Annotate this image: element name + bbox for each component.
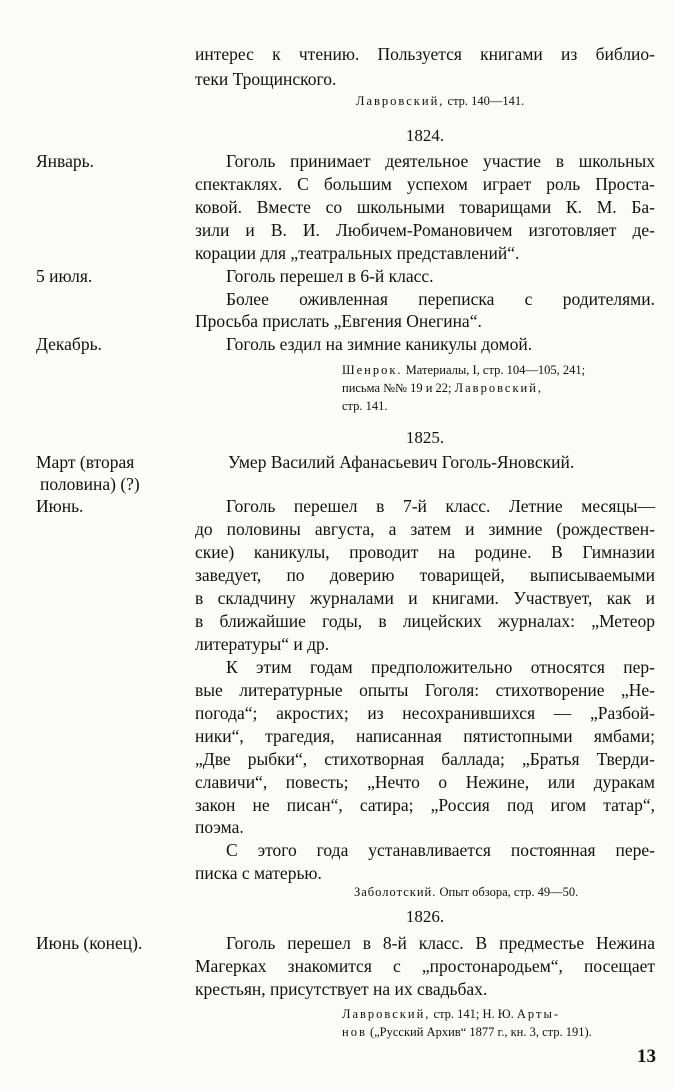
- date-label: Март (вторая: [36, 452, 135, 472]
- body-line: Умер Василий Афанасьевич Гоголь-Яновский.: [228, 452, 575, 472]
- date-label: 5 июля.: [36, 266, 93, 286]
- citation-text: письма №№ 19 и 22;: [342, 381, 452, 395]
- body-line: спектаклях. С большим успехом играет роль Проста-: [195, 174, 655, 194]
- body-line: в ближайшие годы, в лицейских журналах: „Метеор: [195, 611, 655, 631]
- citation-author: Лавровский,: [454, 381, 544, 395]
- body-line: Более оживленная переписка с родителями.: [226, 289, 655, 309]
- body-line: корации для „театральных представлений“.: [195, 243, 520, 263]
- date-label: Июнь.: [36, 496, 84, 516]
- page-number: 13: [637, 1046, 656, 1067]
- year-heading: 1824.: [405, 126, 445, 145]
- date-label: половина) (?): [40, 474, 140, 494]
- citation-author: Шенрок.: [342, 363, 403, 377]
- body-line: „Две рыбки“, стихотворная баллада; „Братья Тверди-: [195, 749, 655, 769]
- citation: [356, 92, 524, 110]
- body-line: ники“, трагедия, написанная пятистопными ямбами;: [195, 726, 655, 746]
- body-line: вые литературные опыты Гоголя: стихотворение „Не-: [195, 680, 655, 700]
- citation-text: стр. 141.: [342, 399, 388, 413]
- citation-author: Лавровский,: [342, 1007, 431, 1021]
- date-label: Июнь (конец).: [36, 933, 143, 953]
- body-line: Гоголь ездил на зимние каникулы домой.: [226, 334, 533, 354]
- body-line: Гоголь принимает деятельное участие в школьных: [226, 151, 655, 171]
- year-heading: 1826.: [405, 907, 445, 926]
- citation: [342, 1005, 655, 1041]
- body-line: литературы“ и др.: [195, 634, 330, 654]
- body-line: ские) каникулы, проводит на родине. В Гимназии: [195, 542, 655, 562]
- body-line: в складчину журналами и книгами. Участвует, как и: [195, 588, 655, 608]
- body-line: крестьян, присутствует на их свадьбах.: [195, 979, 488, 999]
- year-heading: 1825.: [405, 428, 445, 447]
- citation-author: Заболотский.: [354, 885, 437, 899]
- body-line: Гоголь перешел в 8-й класс. В предместье Нежина: [226, 933, 655, 953]
- citation-author: нов: [342, 1025, 367, 1039]
- citation-author: Арты-: [516, 1007, 561, 1021]
- body-line: заведует, по доверию товарищей, выписываемыми: [195, 565, 655, 585]
- body-line: зили и В. И. Любичем-Романовичем изготовляет де-: [195, 220, 655, 240]
- citation-text: стр. 141; Н. Ю.: [433, 1007, 514, 1021]
- citation-text: Материалы, I, стр. 104—105, 241;: [405, 363, 586, 377]
- body-line: до половины августа, а затем и зимние (рождествен-: [195, 519, 655, 539]
- body-line: закон не писан“, сатира; „Россия под игом татар“,: [195, 795, 655, 815]
- citation-author: Лавровский,: [356, 94, 445, 108]
- body-line: Просьба прислать „Евгения Онегина“.: [195, 311, 482, 331]
- body-line: Гоголь перешел в 7-й класс. Летние месяцы—: [226, 496, 655, 516]
- body-line: теки Трощинского.: [195, 69, 337, 89]
- body-line: ковой. Вместе со школьными товарищами К. М. Ба-: [195, 197, 655, 217]
- body-line: Магерках знакомится с „простонародьем“, посещает: [195, 956, 655, 976]
- date-label: Январь.: [36, 151, 94, 171]
- citation-text: („Русский Архив“ 1877 г., кн. 3, стр. 191).: [369, 1025, 592, 1039]
- citation-text: Опыт обзора, стр. 49—50.: [439, 885, 579, 899]
- citation: [354, 883, 578, 901]
- body-line: поэма.: [195, 817, 244, 837]
- body-line: погода“; акростих; из несохранившихся — „Разбой-: [195, 703, 655, 723]
- body-line: Гоголь перешел в 6-й класс.: [226, 266, 434, 286]
- body-line: К этим годам предположительно относятся пер-: [226, 657, 655, 677]
- date-label: Декабрь.: [36, 334, 102, 354]
- citation-text: стр. 140—141.: [447, 94, 525, 108]
- body-line: интерес к чтению. Пользуется книгами из библио-: [195, 44, 655, 64]
- body-line: писка с матерью.: [195, 863, 322, 883]
- body-line: славичи“, повесть; „Нечто о Нежине, или дуракам: [195, 772, 655, 792]
- body-line: С этого года устанавливается постоянная пере-: [226, 840, 655, 860]
- citation: [342, 361, 655, 415]
